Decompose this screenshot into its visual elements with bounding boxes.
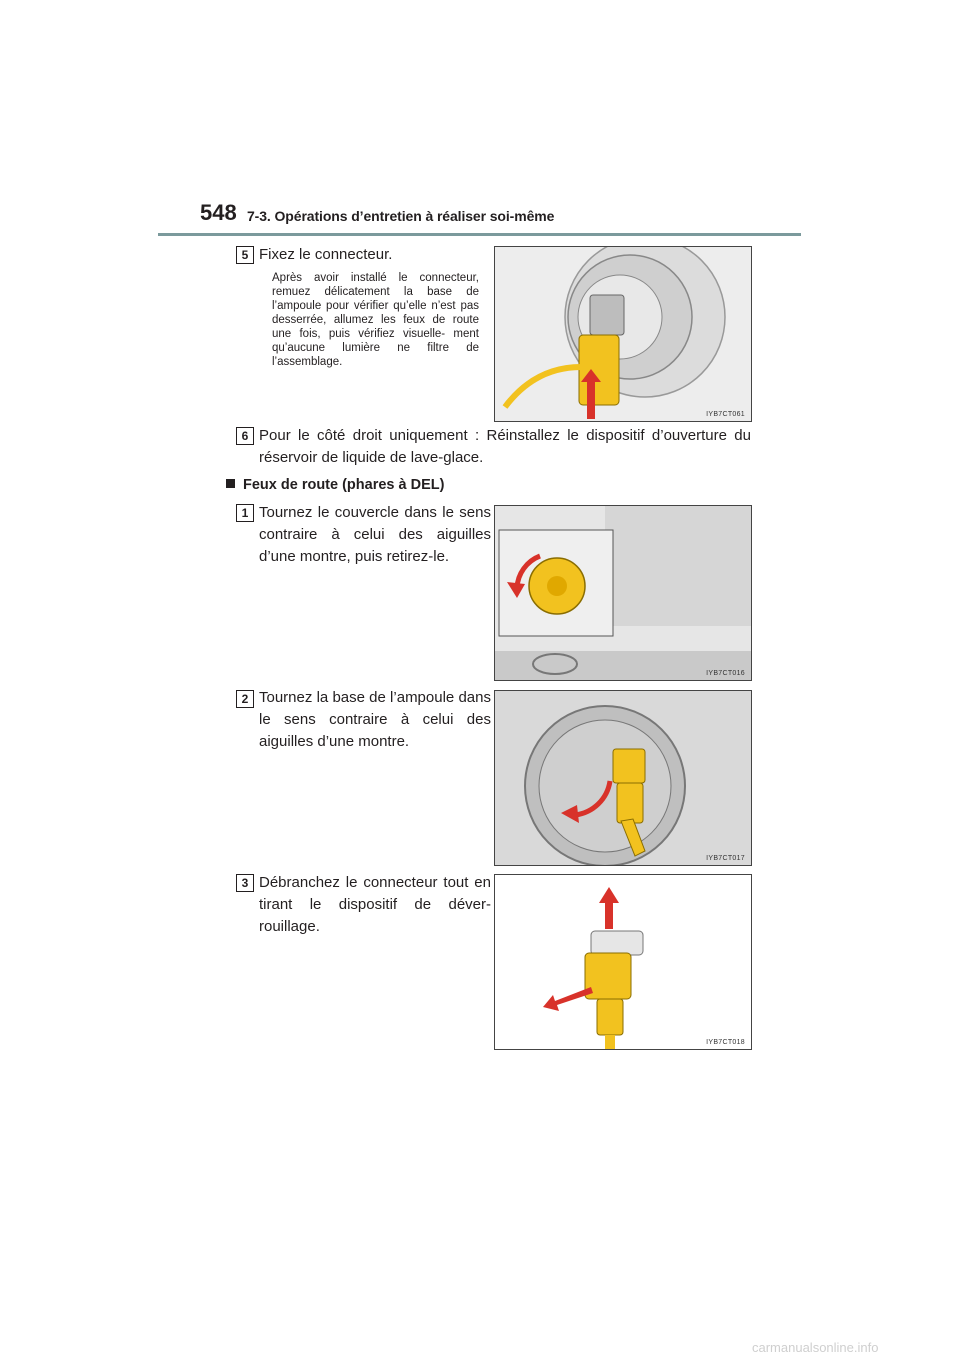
bulb-base-illustration (495, 691, 751, 865)
figure-code: IYB7CT017 (706, 855, 745, 862)
page-number: 548 (200, 200, 237, 225)
step-number-6: 6 (236, 427, 254, 445)
step-number-2: 2 (236, 690, 254, 708)
figure-connector-attached (494, 246, 752, 422)
connector-illustration (495, 247, 751, 421)
section-title: 7-3. Opérations d’entretien à réaliser soi-même (247, 208, 555, 224)
step-3-text: Débranchez le connecteur tout en tirant le dispositif de déver- rouillage. (259, 874, 491, 935)
figure-code: IYB7CT016 (706, 670, 745, 677)
step-number-5: 5 (236, 246, 254, 264)
square-bullet-icon (226, 479, 235, 488)
figure-code: IYB7CT018 (706, 1039, 745, 1046)
step-1-text: Tournez le couvercle dans le sens contraire à celui des aiguilles d’une montre, puis retirez-le. (259, 504, 491, 565)
step-number-3: 3 (236, 874, 254, 892)
cover-illustration (495, 506, 751, 680)
figure-disconnect-connector (494, 874, 752, 1050)
subsection-title-text: Feux de route (phares à DEL) (243, 477, 445, 493)
step-5-title: Fixez le connecteur. (259, 246, 393, 263)
header-rule (158, 233, 801, 236)
figure-code: IYB7CT061 (706, 411, 745, 418)
figure-turn-bulb-base (494, 690, 752, 866)
step-number-1: 1 (236, 504, 254, 522)
figure-remove-cover (494, 505, 752, 681)
step-2-text: Tournez la base de l’ampoule dans le sens contraire à celui des aiguilles d’une montre. (259, 689, 491, 750)
step-6-text: Pour le côté droit uniquement : Réinstallez le dispositif d’ouverture du réservoir de liquide de lave-glace. (259, 427, 751, 466)
step-5-note: Après avoir installé le connecteur, remuez délicatement la base de l’ampoule pour vérifier qu’elle n’est pas desserrée, allumez les feux de route une fois, puis vérifiez visuelle- ment qu’aucune lumière ne filtre de l’assemblage. (272, 272, 479, 368)
disconnect-illustration (495, 875, 751, 1049)
watermark: carmanualsonline.info (752, 1340, 879, 1355)
subsection-title (226, 477, 444, 493)
